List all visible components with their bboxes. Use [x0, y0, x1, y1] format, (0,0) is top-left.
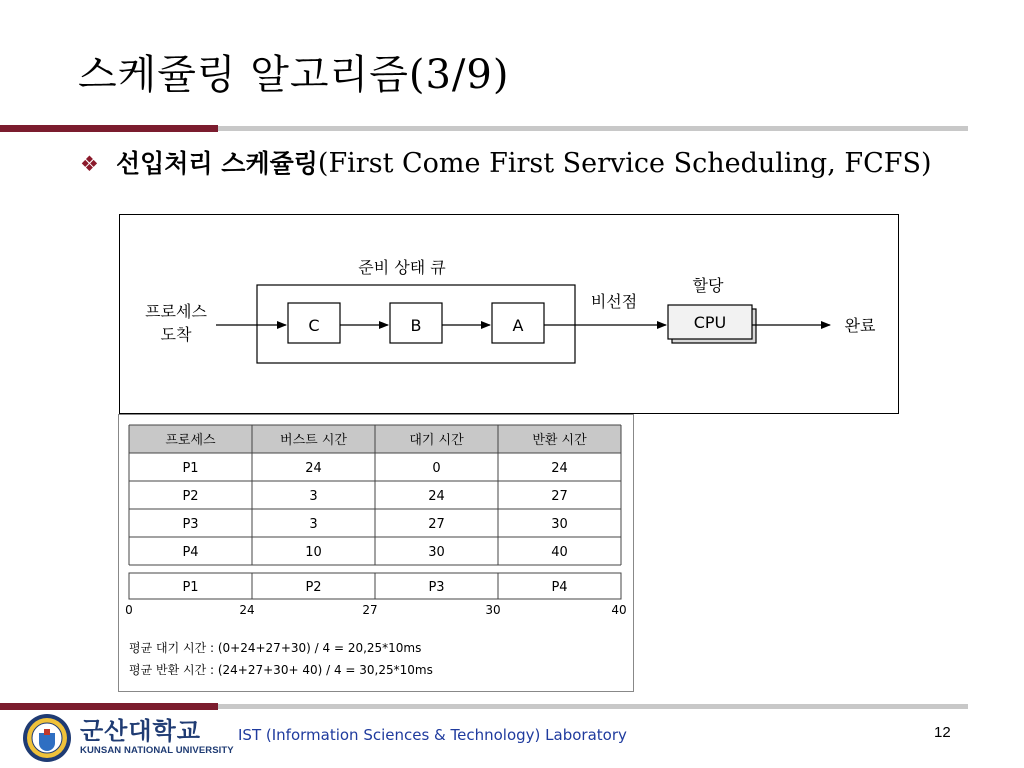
- average-turnaround-text: 평균 반환 시간 : (24+27+30+ 40) / 4 = 30,25*10ms: [129, 663, 433, 677]
- title-rule-accent: [0, 125, 218, 132]
- gantt-process-label: P2: [305, 580, 322, 595]
- footer-rule-gray: [218, 704, 968, 709]
- bullet-text-english: (First Come First Service Scheduling, FCFS): [317, 148, 932, 179]
- lab-name: IST (Information Sciences & Technology) Laboratory: [238, 726, 627, 744]
- table-cell: P1: [182, 461, 199, 476]
- footer-rule-accent: [0, 703, 218, 710]
- queue-item-c: C: [308, 316, 320, 335]
- gantt-process-label: P4: [551, 580, 568, 595]
- fcfs-diagram: [119, 214, 899, 414]
- gantt-tick-label: 27: [362, 603, 378, 617]
- gantt-tick-label: 0: [125, 603, 133, 617]
- table-header-cell: 대기 시간: [409, 433, 464, 448]
- nonpreemptive-label: 비선점: [590, 292, 638, 311]
- gantt-process-label: P1: [182, 580, 199, 595]
- arrival-label-line2: 도착: [160, 325, 192, 344]
- table-cell: 3: [309, 489, 318, 504]
- table-cell: P3: [182, 517, 199, 532]
- table-header-cell: 프로세스: [165, 433, 216, 448]
- queue-item-a: A: [512, 316, 524, 335]
- table-header-cell: 반환 시간: [532, 433, 587, 448]
- bullet-text: [116, 146, 956, 182]
- gantt-tick-label: 24: [239, 603, 255, 617]
- gantt-tick-label: 30: [485, 603, 501, 617]
- cpu-label: CPU: [693, 313, 727, 332]
- table-cell: 40: [551, 545, 568, 560]
- bullet-text-korean: 선입처리 스케쥴링: [116, 149, 318, 178]
- page-number: 12: [934, 724, 951, 741]
- table-cell: 24: [428, 489, 445, 504]
- table-cell: 24: [551, 461, 568, 476]
- table-cell: 27: [551, 489, 568, 504]
- table-cell: 3: [309, 517, 318, 532]
- gantt-tick-label: 40: [611, 603, 627, 617]
- ready-queue-label: 준비 상태 큐: [358, 258, 446, 277]
- assign-label: 할당: [692, 276, 724, 295]
- fcfs-table-svg: [119, 415, 633, 691]
- table-cell: 24: [305, 461, 322, 476]
- gantt-process-label: P3: [428, 580, 445, 595]
- table-cell: 10: [305, 545, 322, 560]
- average-wait-text: 평균 대기 시간 : (0+24+27+30) / 4 = 20,25*10ms: [129, 641, 422, 655]
- done-label: 완료: [844, 316, 876, 335]
- queue-item-b: B: [410, 316, 422, 335]
- slide-title: 스케쥴링 알고리즘(3/9): [78, 52, 510, 98]
- table-cell: 30: [551, 517, 568, 532]
- table-cell: P4: [182, 545, 199, 560]
- table-header-cell: 버스트 시간: [280, 433, 347, 448]
- table-cell: 27: [428, 517, 445, 532]
- fcfs-diagram-svg: [120, 215, 898, 413]
- university-seal-icon: [22, 713, 72, 763]
- table-cell: 30: [428, 545, 445, 560]
- arrival-label-line1: 프로세스: [145, 302, 207, 321]
- table-cell: 0: [432, 461, 441, 476]
- diamond-bullet-icon: ❖: [80, 152, 99, 176]
- table-cell: P2: [182, 489, 199, 504]
- fcfs-table-panel: [118, 414, 634, 692]
- university-logo-korean: 군산대학교: [80, 717, 201, 745]
- title-rule-gray: [218, 126, 968, 131]
- university-logo-english: KUNSAN NATIONAL UNIVERSITY: [80, 745, 234, 756]
